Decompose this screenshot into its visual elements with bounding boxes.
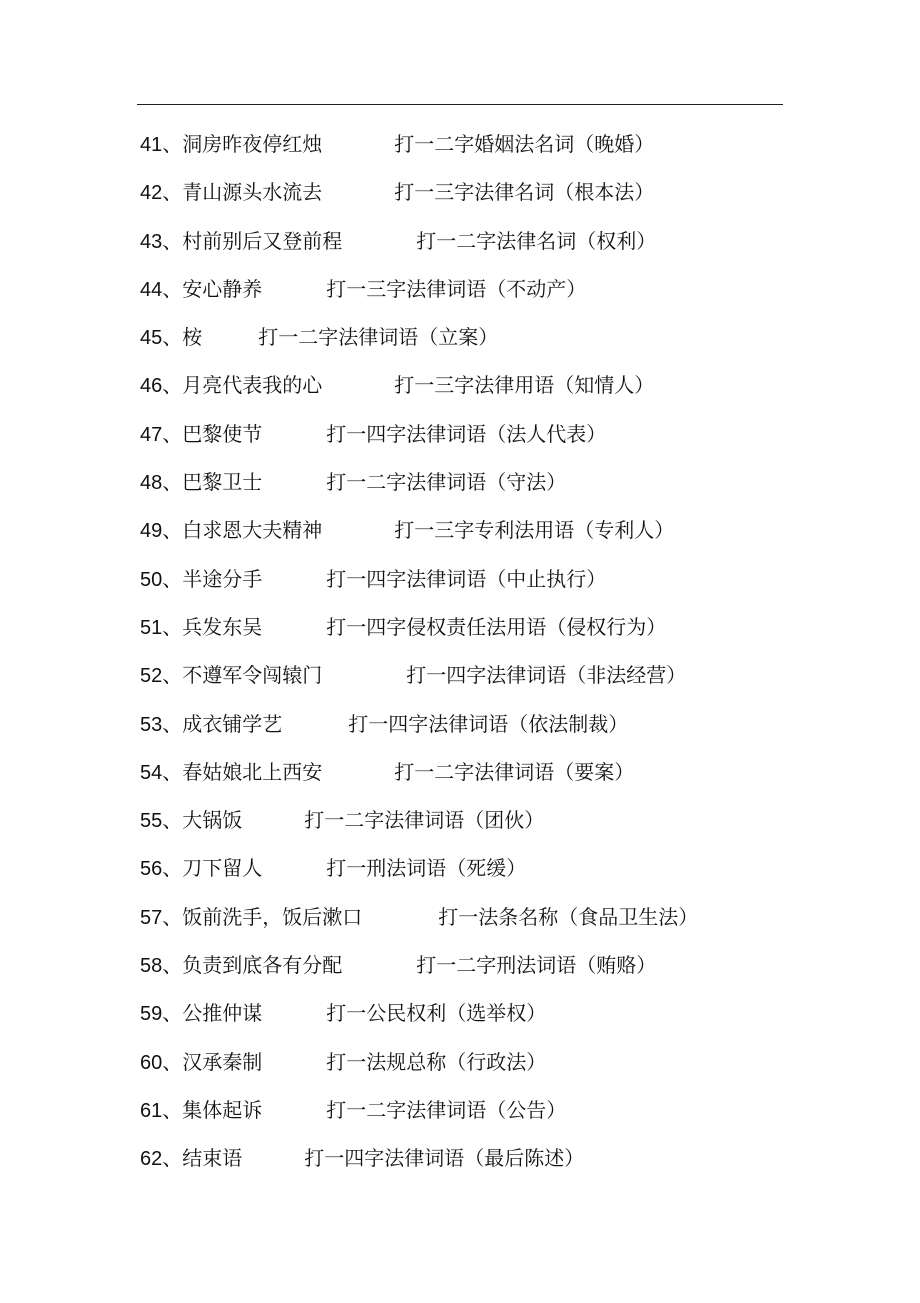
entry-separator: 、 [162,808,183,833]
entry-hint: 打一三字专利法用语（专利人） [394,518,675,543]
entry-separator: 、 [162,132,183,156]
entry-number: 52 [140,665,163,688]
entry-hint: 打一刑法词语（死缓） [326,856,527,881]
riddle-entry [140,168,820,216]
entry-separator: 、 [162,1097,183,1122]
entry-hint: 打一三字法律用语（知情人） [394,373,655,398]
entry-separator: 、 [162,953,183,978]
entry-riddle: 不遵军令闯辕门 [182,663,323,688]
entry-hint: 打一四字法律词语（中止执行） [326,566,607,591]
entry-separator: 、 [162,373,183,398]
entry-riddle: 巴黎使节 [182,421,263,446]
entry-number: 44 [140,278,163,301]
entry-hint: 打一四字法律词语（法人代表） [326,421,607,446]
entry-separator: 、 [162,566,183,591]
entry-number: 57 [140,906,163,929]
entry-separator: 、 [162,1146,183,1171]
entry-riddle: 月亮代表我的心 [182,373,323,398]
riddle-entry [140,1086,820,1134]
entry-number: 51 [140,616,163,639]
entry-hint: 打一二字刑法词语（贿赂） [416,953,657,978]
entry-hint: 打一法条名称（食品卫生法） [438,904,699,929]
entry-hint: 打一四字法律词语（非法经营） [406,663,687,688]
entry-number: 62 [140,1148,163,1171]
riddle-entry [140,458,820,506]
entry-separator: 、 [162,663,183,688]
entry-hint: 打一二字法律词语（守法） [326,470,567,495]
entry-riddle: 兵发东吴 [182,614,263,639]
entry-riddle: 村前别后又登前程 [182,228,343,253]
entry-hint: 打一四字法律词语（依法制裁） [348,711,629,736]
entry-number: 61 [140,1099,163,1122]
entry-riddle: 巴黎卫士 [182,470,263,495]
entry-separator: 、 [162,421,183,446]
entry-number: 55 [140,810,163,833]
entry-riddle: 公推仲谋 [182,1001,263,1026]
riddle-entry [140,941,820,989]
entry-number: 41 [140,134,163,156]
entry-separator: 、 [162,470,183,495]
entry-number: 53 [140,713,163,736]
riddle-entry [140,651,820,699]
entry-number: 54 [140,761,163,784]
entry-hint: 打一三字法律名词（根本法） [394,180,655,205]
entry-separator: 、 [162,276,183,301]
riddle-entry [140,1134,820,1182]
riddle-entry [140,1038,820,1086]
riddle-entry [140,313,820,361]
entry-riddle: 负责到底各有分配 [182,953,343,978]
entry-hint: 打一二字法律词语（团伙） [304,808,545,833]
entry-riddle: 结束语 [182,1146,243,1171]
riddle-entry [140,700,820,748]
entry-separator: 、 [162,228,183,253]
entry-riddle: 白求恩大夫精神 [182,518,323,543]
entry-separator: 、 [162,711,183,736]
riddle-entry [140,265,820,313]
entry-riddle: 刀下留人 [182,856,263,881]
entry-separator: 、 [162,1049,183,1074]
riddle-entry [140,844,820,892]
entry-riddle: 安心静养 [182,276,263,301]
entry-number: 50 [140,568,163,591]
header-rule [137,104,783,105]
entry-separator: 、 [162,759,183,784]
entry-riddle: 春姑娘北上西安 [182,759,323,784]
riddle-entry [140,603,820,651]
entry-hint: 打一二字法律名词（权利） [416,228,657,253]
entry-hint: 打一法规总称（行政法） [326,1049,547,1074]
entry-separator: 、 [162,904,183,929]
riddle-entry [140,120,820,168]
entry-separator: 、 [162,614,183,639]
entry-hint: 打一二字法律词语（立案） [258,325,499,350]
entry-number: 58 [140,955,163,978]
entry-separator: 、 [162,1001,183,1026]
entry-separator: 、 [162,180,183,205]
entry-riddle: 大锅饭 [182,808,243,833]
entry-hint: 打一二字法律词语（要案） [394,759,635,784]
riddle-entry [140,989,820,1037]
entry-number: 59 [140,1003,163,1026]
entry-number: 47 [140,423,163,446]
riddle-entry [140,796,820,844]
entry-number: 49 [140,520,163,543]
entry-separator: 、 [162,518,183,543]
entry-number: 48 [140,472,163,495]
entry-number: 60 [140,1051,163,1074]
entry-riddle: 洞房昨夜停红烛 [182,132,323,156]
riddle-entry [140,748,820,796]
entry-hint: 打一四字法律词语（最后陈述） [304,1146,585,1171]
entry-number: 45 [140,327,163,350]
entry-riddle: 青山源头水流去 [182,180,323,205]
riddle-entry [140,893,820,941]
entry-riddle: 饭前洗手，饭后漱口 [182,904,363,929]
entry-riddle: 桉 [182,325,203,350]
entry-hint: 打一二字法律词语（公告） [326,1097,567,1122]
riddle-list [140,120,820,1183]
entry-riddle: 汉承秦制 [182,1049,263,1074]
riddle-entry [140,506,820,554]
entry-number: 42 [140,182,163,205]
riddle-entry [140,361,820,409]
entry-separator: 、 [162,325,183,350]
entry-number: 46 [140,375,163,398]
riddle-entry [140,217,820,265]
riddle-entry [140,555,820,603]
entry-hint: 打一二字婚姻法名词（晚婚） [394,132,655,156]
entry-hint: 打一三字法律词语（不动产） [326,276,587,301]
entry-hint: 打一四字侵权责任法用语（侵权行为） [326,614,667,639]
entry-number: 56 [140,858,163,881]
entry-riddle: 半途分手 [182,566,263,591]
entry-riddle: 成衣铺学艺 [182,711,283,736]
entry-riddle: 集体起诉 [182,1097,263,1122]
entry-hint: 打一公民权利（选举权） [326,1001,547,1026]
riddle-entry [140,410,820,458]
entry-number: 43 [140,230,163,253]
entry-separator: 、 [162,856,183,881]
